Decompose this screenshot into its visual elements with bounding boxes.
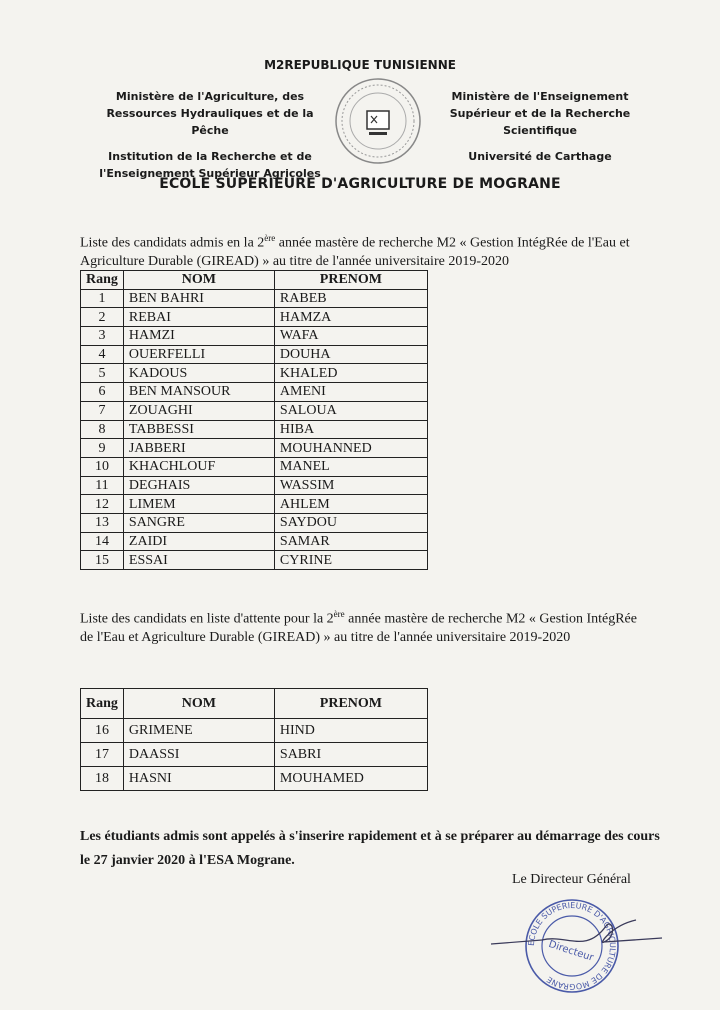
left-institution-line1: Institution de la Recherche et de xyxy=(108,150,312,163)
cell-rang: 16 xyxy=(81,719,124,743)
cell-nom: JABBERI xyxy=(123,439,274,458)
column-header-nom: NOM xyxy=(123,271,274,290)
table-row xyxy=(81,476,428,495)
stamp-ring-text: ECOLE SUPERIEURE D'AGRICULTURE DE MOGRANE xyxy=(526,900,618,992)
cell-prenom: KHALED xyxy=(274,364,427,383)
admitted-intro: Liste des candidats admis en la 2ère année mastère de recherche M2 « Gestion IntégRée de l'Eau et Agriculture Durable (GIREAD) » au titre de l'année universitaire 2019-2020 xyxy=(80,233,630,269)
cell-rang: 15 xyxy=(81,551,124,570)
cell-prenom: CYRINE xyxy=(274,551,427,570)
cell-rang: 12 xyxy=(81,495,124,514)
cell-rang: 4 xyxy=(81,345,124,364)
left-institution-line2: l'Enseignement Supérieur Agricoles xyxy=(99,167,321,180)
cell-nom: HASNI xyxy=(123,767,274,791)
column-header-nom: NOM xyxy=(123,689,274,719)
cell-prenom: MANEL xyxy=(274,457,427,476)
cell-rang: 18 xyxy=(81,767,124,791)
cell-rang: 11 xyxy=(81,476,124,495)
right-ministry-line2: Supérieur et de la Recherche xyxy=(449,107,631,120)
right-ministry-block xyxy=(440,88,640,165)
table-row xyxy=(81,308,428,327)
cell-nom: TABBESSI xyxy=(123,420,274,439)
cell-nom: OUERFELLI xyxy=(123,345,274,364)
table-row xyxy=(81,364,428,383)
cell-nom: ZOUAGHI xyxy=(123,401,274,420)
table-row xyxy=(81,495,428,514)
cell-rang: 13 xyxy=(81,513,124,532)
table-row xyxy=(81,513,428,532)
cell-rang: 6 xyxy=(81,383,124,402)
cell-rang: 2 xyxy=(81,308,124,327)
cell-rang: 8 xyxy=(81,420,124,439)
cell-prenom: DOUHA xyxy=(274,345,427,364)
left-ministry-block xyxy=(90,88,330,182)
cell-nom: DEGHAIS xyxy=(123,476,274,495)
cell-prenom: AMENI xyxy=(274,383,427,402)
cell-prenom: HIND xyxy=(274,719,427,743)
cell-nom: HAMZI xyxy=(123,327,274,346)
right-ministry-line1: Ministère de l'Enseignement xyxy=(451,90,629,103)
column-header-prenom: PRENOM xyxy=(274,689,427,719)
cell-nom: SANGRE xyxy=(123,513,274,532)
waiting-table xyxy=(80,688,428,791)
waiting-table-body xyxy=(81,719,428,791)
table-row xyxy=(81,327,428,346)
table-header-row xyxy=(81,689,428,719)
table-row xyxy=(81,345,428,364)
cell-prenom: MOUHANNED xyxy=(274,439,427,458)
table-row xyxy=(81,719,428,743)
cell-prenom: SABRI xyxy=(274,743,427,767)
column-header-rang: Rang xyxy=(81,689,124,719)
cell-rang: 9 xyxy=(81,439,124,458)
cell-prenom: SAMAR xyxy=(274,532,427,551)
cell-rang: 7 xyxy=(81,401,124,420)
school-title: ECOLE SUPERIEURE D'AGRICULTURE DE MOGRANE xyxy=(159,176,561,192)
table-row xyxy=(81,743,428,767)
cell-nom: REBAI xyxy=(123,308,274,327)
cell-prenom: HIBA xyxy=(274,420,427,439)
right-ministry-line3: Scientifique xyxy=(503,124,577,137)
university-name: Université de Carthage xyxy=(468,150,612,163)
cell-nom: KADOUS xyxy=(123,364,274,383)
table-row xyxy=(81,439,428,458)
cell-nom: BEN MANSOUR xyxy=(123,383,274,402)
cell-nom: DAASSI xyxy=(123,743,274,767)
left-ministry-line1: Ministère de l'Agriculture, des xyxy=(115,90,305,103)
cell-prenom: SALOUA xyxy=(274,401,427,420)
waiting-intro: Liste des candidats en liste d'attente pour la 2ère année mastère de recherche M2 « Gestion IntégRée de l'Eau et Agriculture Durable (GIREAD) » au titre de l'année universitaire 2019-2020 xyxy=(80,609,637,645)
cell-rang: 14 xyxy=(81,532,124,551)
official-seal-icon xyxy=(334,77,422,165)
table-row xyxy=(81,767,428,791)
table-row xyxy=(81,420,428,439)
cell-nom: KHACHLOUF xyxy=(123,457,274,476)
cell-prenom: HAMZA xyxy=(274,308,427,327)
cell-rang: 10 xyxy=(81,457,124,476)
cell-nom: GRIMENE xyxy=(123,719,274,743)
table-header-row xyxy=(81,271,428,290)
table-row xyxy=(81,383,428,402)
left-ministry-line2: Ressources Hydrauliques et de la Pêche xyxy=(106,107,314,137)
cell-prenom: WAFA xyxy=(274,327,427,346)
cell-nom: LIMEM xyxy=(123,495,274,514)
cell-nom: ZAIDI xyxy=(123,532,274,551)
column-header-prenom: PRENOM xyxy=(274,271,427,290)
cell-prenom: MOUHAMED xyxy=(274,767,427,791)
cell-prenom: RABEB xyxy=(274,289,427,308)
table-row xyxy=(81,532,428,551)
cell-rang: 5 xyxy=(81,364,124,383)
table-row xyxy=(81,289,428,308)
cell-rang: 3 xyxy=(81,327,124,346)
cell-prenom: SAYDOU xyxy=(274,513,427,532)
country-heading: M2REPUBLIQUE TUNISIENNE xyxy=(264,58,456,72)
stamp-center-text: Directeur xyxy=(547,938,595,964)
cell-nom: BEN BAHRI xyxy=(123,289,274,308)
admitted-table xyxy=(80,270,428,570)
table-row xyxy=(81,551,428,570)
director-title: Le Directeur Général xyxy=(512,872,631,887)
cell-prenom: AHLEM xyxy=(274,495,427,514)
column-header-rang: Rang xyxy=(81,271,124,290)
cell-nom: ESSAI xyxy=(123,551,274,570)
table-row xyxy=(81,457,428,476)
cell-rang: 1 xyxy=(81,289,124,308)
admitted-table-body xyxy=(81,289,428,569)
cell-rang: 17 xyxy=(81,743,124,767)
table-row xyxy=(81,401,428,420)
director-stamp-icon xyxy=(486,896,666,996)
cell-prenom: WASSIM xyxy=(274,476,427,495)
notice-text: Les étudiants admis sont appelés à s'inserire rapidement et à se préparer au démarrage des cours le 27 janvier 2020 à l'ESA Mograne. xyxy=(80,829,660,868)
